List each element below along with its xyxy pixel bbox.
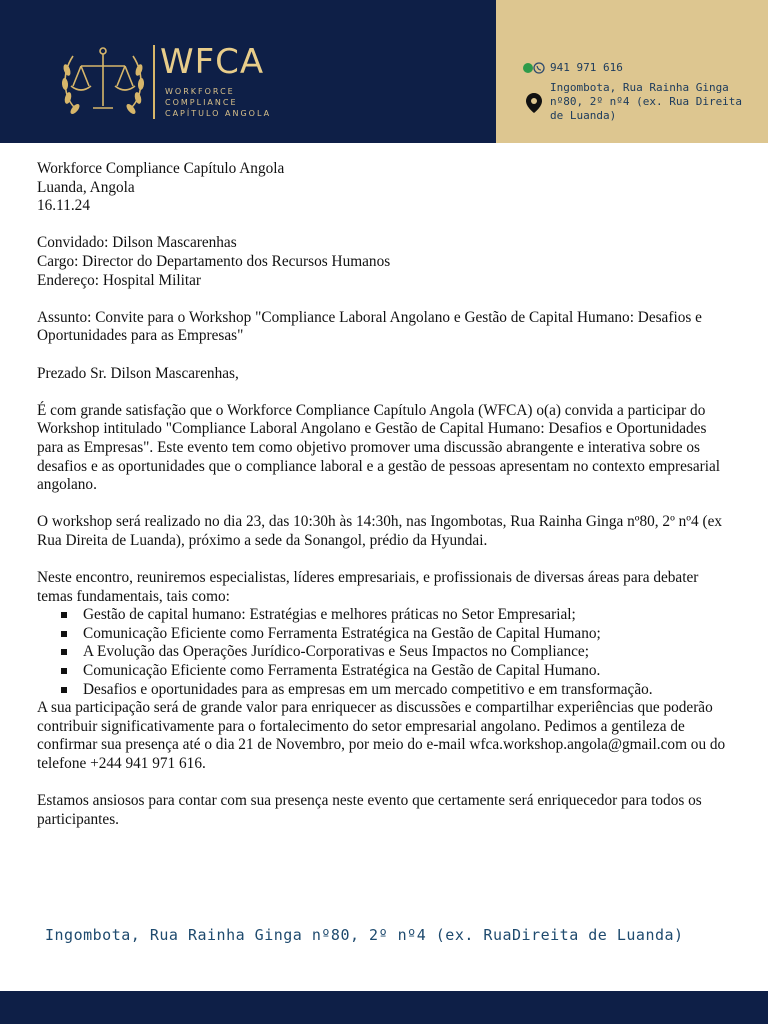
logo-subtitle-line: COMPLIANCE	[165, 98, 238, 107]
location-pin-icon	[522, 91, 546, 115]
topic-item: A Evolução das Operações Jurídico-Corporativas e Seus Impactos no Compliance;	[83, 643, 733, 662]
topic-item: Comunicação Eficiente como Ferramenta Estratégica na Gestão de Capital Humano.	[83, 662, 733, 681]
letter-date: 16.11.24	[37, 197, 90, 215]
footer-bar	[0, 991, 768, 1024]
scales-of-justice-wreath-icon	[57, 40, 149, 126]
sender-org: Workforce Compliance Capítulo Angola	[37, 160, 285, 177]
footer-address: Ingombota, Rua Rainha Ginga nº80, 2º nº4 (ex. RuaDireita de Luanda)	[45, 926, 684, 944]
letter-body	[37, 160, 733, 829]
letter-paragraph: O workshop será realizado no dia 23, das 10:30h às 14:30h, nas Ingombotas, Rua Rainha Ginga nº80, 2º nº4 (ex Rua Direita de Luanda), próximo a sede da Sonangol, prédio da Hyundai.	[37, 513, 723, 549]
letter-paragraph: Estamos ansiosos para contar com sua presença neste evento que certamente será enriquecedor para todos os participantes.	[37, 792, 702, 828]
logo-divider	[153, 45, 155, 119]
header-phone: 941 971 616	[550, 61, 623, 74]
logo-subtitle-line: CAPÍTULO ANGOLA	[165, 109, 272, 118]
logo-subtitle-line: WORKFORCE	[165, 87, 235, 96]
guest-role: Cargo: Director do Departamento dos Recursos Humanos	[37, 252, 391, 270]
letter-subject: Assunto: Convite para o Workshop "Compliance Laboral Angolano e Gestão de Capital Humano: Desafios e Oportunidades para as Empresas"	[37, 308, 702, 345]
guest-address: Endereço: Hospital Militar	[37, 271, 201, 289]
logo-subtitle	[165, 86, 271, 119]
letterhead	[0, 0, 768, 143]
logo-title: WFCA	[160, 42, 265, 82]
letter-paragraph: A sua participação será de grande valor para enriquecer as discussões e compartilhar experiências que poderão contribuir significativamente para o fortalecimento do setor empresarial angolano. Pedimos a gentileza de confirmar sua presença até o dia 21 de Novembro, por meio do e-mail wfca.workshop.angola@gmail.com ou do telefone +244 941 971 616.	[37, 699, 726, 772]
header-address: Ingombota, Rua Rainha Ginga nº80, 2º nº4 (ex. Rua Direita de Luanda)	[550, 81, 743, 122]
topic-item: Comunicação Eficiente como Ferramenta Estratégica na Gestão de Capital Humano;	[83, 625, 733, 644]
letter-paragraph: É com grande satisfação que o Workforce Compliance Capítulo Angola (WFCA) o(a) convida a participar do Workshop intitulado "Compliance Laboral Angolano e Gestão de Capital Humano: Desafios e Oportunidades para as Empresas". Este evento tem como objetivo promover uma discussão abrangente e interativa sobre os desafios e as oportunidades que o compliance laboral e a gestão de pessoas apresentam no contexto empresarial angolano.	[37, 401, 721, 494]
letter-salutation: Prezado Sr. Dilson Mascarenhas,	[37, 364, 239, 382]
guest-name: Convidado: Dilson Mascarenhas	[37, 234, 237, 252]
whatsapp-phone-icon	[522, 62, 546, 74]
topic-item: Gestão de capital humano: Estratégias e melhores práticas no Setor Empresarial;	[83, 606, 733, 625]
letter-paragraph: Neste encontro, reuniremos especialistas, líderes empresariais, e profissionais de diversas áreas para debater temas fundamentais, tais como:	[37, 569, 699, 605]
sender-city: Luanda, Angola	[37, 178, 135, 196]
topics-list	[37, 606, 733, 699]
topic-item: Desafios e oportunidades para as empresas em um mercado competitivo e em transformação.	[83, 681, 733, 700]
